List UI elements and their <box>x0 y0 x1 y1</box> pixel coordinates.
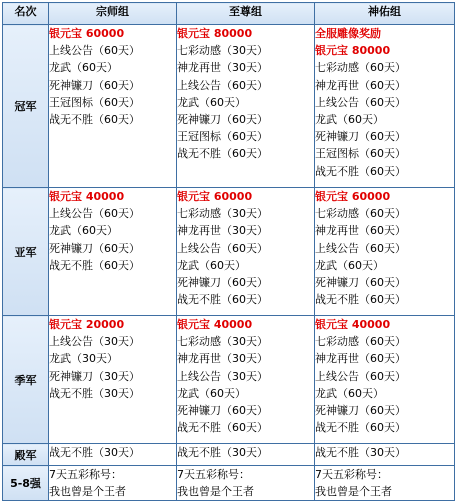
reward-item: 战无不胜（60天） <box>315 164 406 178</box>
header-rank: 名次 <box>3 3 49 25</box>
reward-item: 上线公告（60天） <box>177 78 268 92</box>
reward-item: 战无不胜（30天） <box>49 386 140 400</box>
reward-item: 七彩动感（60天） <box>315 61 406 75</box>
reward-item: 7天五彩称号： <box>315 468 388 481</box>
reward-item: 我也曾是个王者 <box>177 485 254 499</box>
reward-item: 上线公告（60天） <box>315 369 406 383</box>
reward-item: 死神镰刀（60天） <box>315 130 406 144</box>
reward-cell-zongshi <box>49 316 177 444</box>
reward-item: 神龙再世（30天） <box>177 352 268 366</box>
reward-cell-shenyou <box>315 188 455 316</box>
reward-item: 银元宝 80000 <box>315 44 391 58</box>
reward-item: 死神镰刀（60天） <box>177 275 268 289</box>
reward-item: 上线公告（30天） <box>49 335 140 349</box>
reward-item: 死神镰刀（60天） <box>49 78 140 92</box>
reward-item: 龙武（60天） <box>315 112 384 126</box>
reward-cell-zongshi <box>49 444 177 466</box>
reward-item: 战无不胜（30天） <box>315 446 406 459</box>
reward-item: 银元宝 60000 <box>49 27 125 40</box>
reward-item: 龙武（60天） <box>177 258 246 272</box>
reward-item: 战无不胜（60天） <box>315 293 406 307</box>
header-shenyou-group: 神佑组 <box>315 3 455 25</box>
reward-item: 战无不胜（60天） <box>49 112 140 126</box>
rank-cell: 殿军 <box>3 444 49 466</box>
reward-item: 龙武（30天） <box>49 352 118 366</box>
reward-item: 银元宝 40000 <box>49 190 125 203</box>
reward-item: 战无不胜（60天） <box>49 258 140 272</box>
reward-item: 龙武（60天） <box>49 61 118 75</box>
reward-item: 死神镰刀（60天） <box>49 241 140 255</box>
reward-cell-zongshi <box>49 25 177 188</box>
reward-item: 银元宝 80000 <box>177 27 253 40</box>
table-row <box>3 188 455 316</box>
reward-item: 我也曾是个王者 <box>49 485 126 499</box>
reward-item: 银元宝 60000 <box>315 190 391 203</box>
table-row <box>3 316 455 444</box>
reward-item: 龙武（60天） <box>177 95 246 109</box>
reward-item: 龙武（60天） <box>315 258 384 272</box>
reward-item: 龙武（60天） <box>315 386 384 400</box>
reward-cell-zongshi <box>49 466 177 501</box>
reward-cell-zongshi <box>49 188 177 316</box>
reward-item: 王冠图标（60天） <box>49 95 140 109</box>
reward-item: 七彩动感（30天） <box>177 335 268 349</box>
reward-item: 战无不胜（30天） <box>49 446 140 459</box>
reward-item: 我也曾是个王者 <box>315 485 392 499</box>
rank-cell: 季军 <box>3 316 49 444</box>
reward-item: 上线公告（60天） <box>49 207 140 221</box>
reward-item: 全服雕像奖励 <box>315 27 381 40</box>
reward-item: 龙武（60天） <box>49 224 118 238</box>
reward-item: 战无不胜（30天） <box>177 446 268 459</box>
reward-item: 死神镰刀（60天） <box>315 275 406 289</box>
rewards-table <box>2 2 455 501</box>
reward-item: 死神镰刀（60天） <box>177 403 268 417</box>
reward-cell-shenyou <box>315 25 455 188</box>
reward-cell-shenyou <box>315 466 455 501</box>
rank-cell: 亚军 <box>3 188 49 316</box>
reward-item: 战无不胜（60天） <box>177 421 268 435</box>
table-row <box>3 25 455 188</box>
header-row <box>3 3 455 25</box>
reward-item: 神龙再世（60天） <box>315 78 406 92</box>
reward-item: 七彩动感（30天） <box>177 44 268 58</box>
reward-item: 银元宝 40000 <box>315 318 391 331</box>
reward-item: 7天五彩称号： <box>49 468 122 481</box>
reward-item: 银元宝 40000 <box>177 318 253 331</box>
reward-cell-shenyou <box>315 444 455 466</box>
header-zongshi-group: 宗师组 <box>49 3 177 25</box>
table-row <box>3 466 455 501</box>
reward-item: 上线公告（60天） <box>315 95 406 109</box>
reward-cell-zhizun <box>177 188 315 316</box>
reward-item: 神龙再世（30天） <box>177 224 268 238</box>
rank-cell: 冠军 <box>3 25 49 188</box>
table-row <box>3 444 455 466</box>
reward-item: 上线公告（30天） <box>177 369 268 383</box>
reward-item: 死神镰刀（30天） <box>49 369 140 383</box>
reward-item: 银元宝 60000 <box>177 190 253 203</box>
reward-item: 上线公告（60天） <box>315 241 406 255</box>
reward-item: 七彩动感（60天） <box>315 335 406 349</box>
reward-item: 死神镰刀（60天） <box>177 112 268 126</box>
reward-item: 战无不胜（60天） <box>315 421 406 435</box>
reward-item: 七彩动感（60天） <box>315 207 406 221</box>
reward-item: 战无不胜（60天） <box>177 293 268 307</box>
reward-cell-zhizun <box>177 466 315 501</box>
reward-item: 七彩动感（30天） <box>177 207 268 221</box>
reward-item: 银元宝 20000 <box>49 318 125 331</box>
reward-item: 神龙再世（60天） <box>315 352 406 366</box>
reward-cell-zhizun <box>177 25 315 188</box>
reward-item: 战无不胜（60天） <box>177 147 268 161</box>
reward-item: 神龙再世（30天） <box>177 61 268 75</box>
reward-item: 7天五彩称号： <box>177 468 250 481</box>
reward-cell-zhizun <box>177 316 315 444</box>
rank-cell: 5-8强 <box>3 466 49 501</box>
reward-item: 神龙再世（60天） <box>315 224 406 238</box>
reward-cell-shenyou <box>315 316 455 444</box>
reward-item: 上线公告（60天） <box>177 241 268 255</box>
reward-item: 王冠图标（60天） <box>177 130 268 144</box>
reward-cell-zhizun <box>177 444 315 466</box>
table-body <box>3 25 455 501</box>
reward-item: 死神镰刀（60天） <box>315 403 406 417</box>
header-zhizun-group: 至尊组 <box>177 3 315 25</box>
reward-item: 上线公告（60天） <box>49 44 140 58</box>
reward-item: 王冠图标（60天） <box>315 147 406 161</box>
reward-item: 龙武（60天） <box>177 386 246 400</box>
